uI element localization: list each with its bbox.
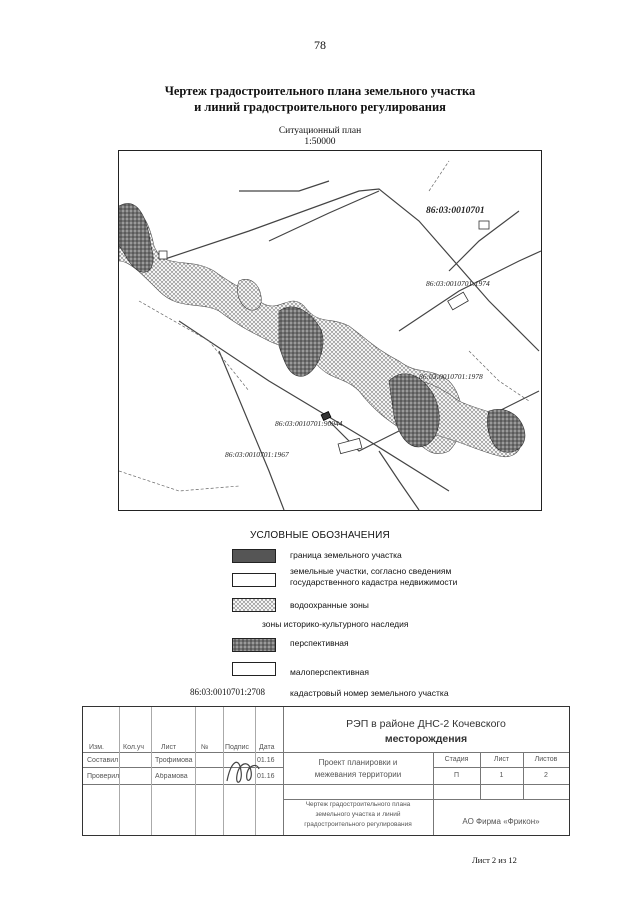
stamp-doc-title — [283, 757, 433, 781]
stamp-col-date: Дата — [259, 744, 275, 751]
stamp-role-1: Составил — [87, 757, 119, 764]
legend-swatch-low-prospective — [232, 662, 276, 676]
legend-text-boundary: граница земельного участка — [290, 550, 402, 560]
map-label-parcel-90944: 86:03:0010701:90944 — [275, 419, 343, 428]
stamp-role-2: Проверил — [87, 773, 120, 780]
stamp-name-1: Трофимова — [155, 757, 193, 764]
stamp-col-sign: Подпис — [225, 744, 250, 751]
legend-text-prospective: перспективная — [290, 638, 349, 648]
stamp-stage-header: Стадия — [444, 756, 469, 763]
stamp-doc-title-line-2: межевания территории — [314, 770, 402, 779]
title-line-2: и линий градостроительного регулирования — [194, 100, 446, 114]
stamp-project-title — [283, 717, 569, 747]
legend-cadastral-desc: кадастровый номер земельного участка — [290, 688, 449, 698]
legend-text-water: водоохранные зоны — [290, 600, 369, 610]
stamp-drawing-title-line-1: Чертеж градостроительного плана — [305, 801, 411, 808]
legend-swatch-cadastre — [232, 573, 276, 587]
stamp-drawing-title-line-2: земельного участка и линий — [315, 811, 401, 818]
map-scale: 1:50000 — [304, 137, 336, 147]
legend-heritage-header: зоны историко-культурного наследия — [262, 619, 409, 629]
stamp-divider — [83, 752, 569, 753]
legend-cadastral-example: 86:03:0010701:2708 — [190, 687, 266, 697]
stamp-sheets-header: Листов — [534, 756, 558, 763]
legend-swatch-prospective — [232, 638, 276, 652]
stamp-col-doc: № — [201, 744, 209, 751]
stamp-drawing-title — [283, 800, 433, 830]
map-label-parcel-1978: 86:03:0010701:1978 — [419, 372, 483, 381]
map-drawing — [119, 151, 541, 510]
legend-title: УСЛОВНЫЕ ОБОЗНАЧЕНИЯ — [250, 530, 390, 541]
stamp-divider — [195, 707, 196, 835]
title-block — [82, 706, 570, 836]
stamp-sheet-value: 1 — [499, 772, 504, 779]
legend-swatch-water — [232, 598, 276, 612]
stamp-date-1: 01.16 — [257, 757, 275, 764]
map-label-parcel-1974: 86:03:0010701:1974 — [426, 279, 490, 288]
stamp-divider — [83, 784, 569, 785]
stamp-col-izm: Изм. — [89, 744, 104, 751]
legend-text-low-prospective: малоперспективная — [290, 667, 369, 677]
legend-cadastre-line-1: земельные участки, согласно сведениям — [290, 566, 452, 576]
stamp-divider — [433, 767, 569, 768]
stamp-company: АО Фирма «Фрикон» — [462, 817, 540, 826]
situation-plan-label: Ситуационный план — [278, 126, 362, 136]
map-caption — [0, 126, 640, 148]
map-label-quarter: 86:03:0010701 — [426, 206, 485, 216]
page-number: 78 — [314, 38, 326, 52]
stamp-divider — [119, 707, 120, 835]
stamp-project-title-line-2: месторождения — [384, 733, 468, 745]
stamp-divider — [151, 707, 152, 835]
title-line-1: Чертеж градостроительного плана земельного участка — [164, 84, 476, 98]
page-footer: Лист 2 из 12 — [472, 855, 517, 865]
stamp-col-list: Лист — [161, 744, 177, 751]
stamp-project-title-line-1: РЭП в районе ДНС-2 Кочевского — [346, 718, 506, 730]
legend-swatch-boundary — [232, 549, 276, 563]
legend-text-cadastre — [290, 566, 457, 588]
stamp-drawing-title-line-3: градостроительного регулирования — [304, 821, 412, 828]
stamp-name-2: Абрамова — [155, 773, 188, 780]
stamp-stage-value: П — [453, 772, 460, 779]
stamp-date-2: 01.16 — [257, 773, 275, 780]
page-title — [0, 83, 640, 115]
signature-image — [223, 751, 263, 791]
stamp-col-kol: Кол.уч — [123, 744, 144, 751]
stamp-sheets-value: 2 — [544, 772, 548, 779]
situation-map — [118, 150, 542, 511]
legend-cadastre-line-2: государственного кадастра недвижимости — [290, 577, 458, 587]
stamp-sheet-header: Лист — [493, 756, 510, 763]
map-label-parcel-1967: 86:03:0010701:1967 — [225, 450, 289, 459]
stamp-doc-title-line-1: Проект планировки и — [318, 758, 398, 767]
